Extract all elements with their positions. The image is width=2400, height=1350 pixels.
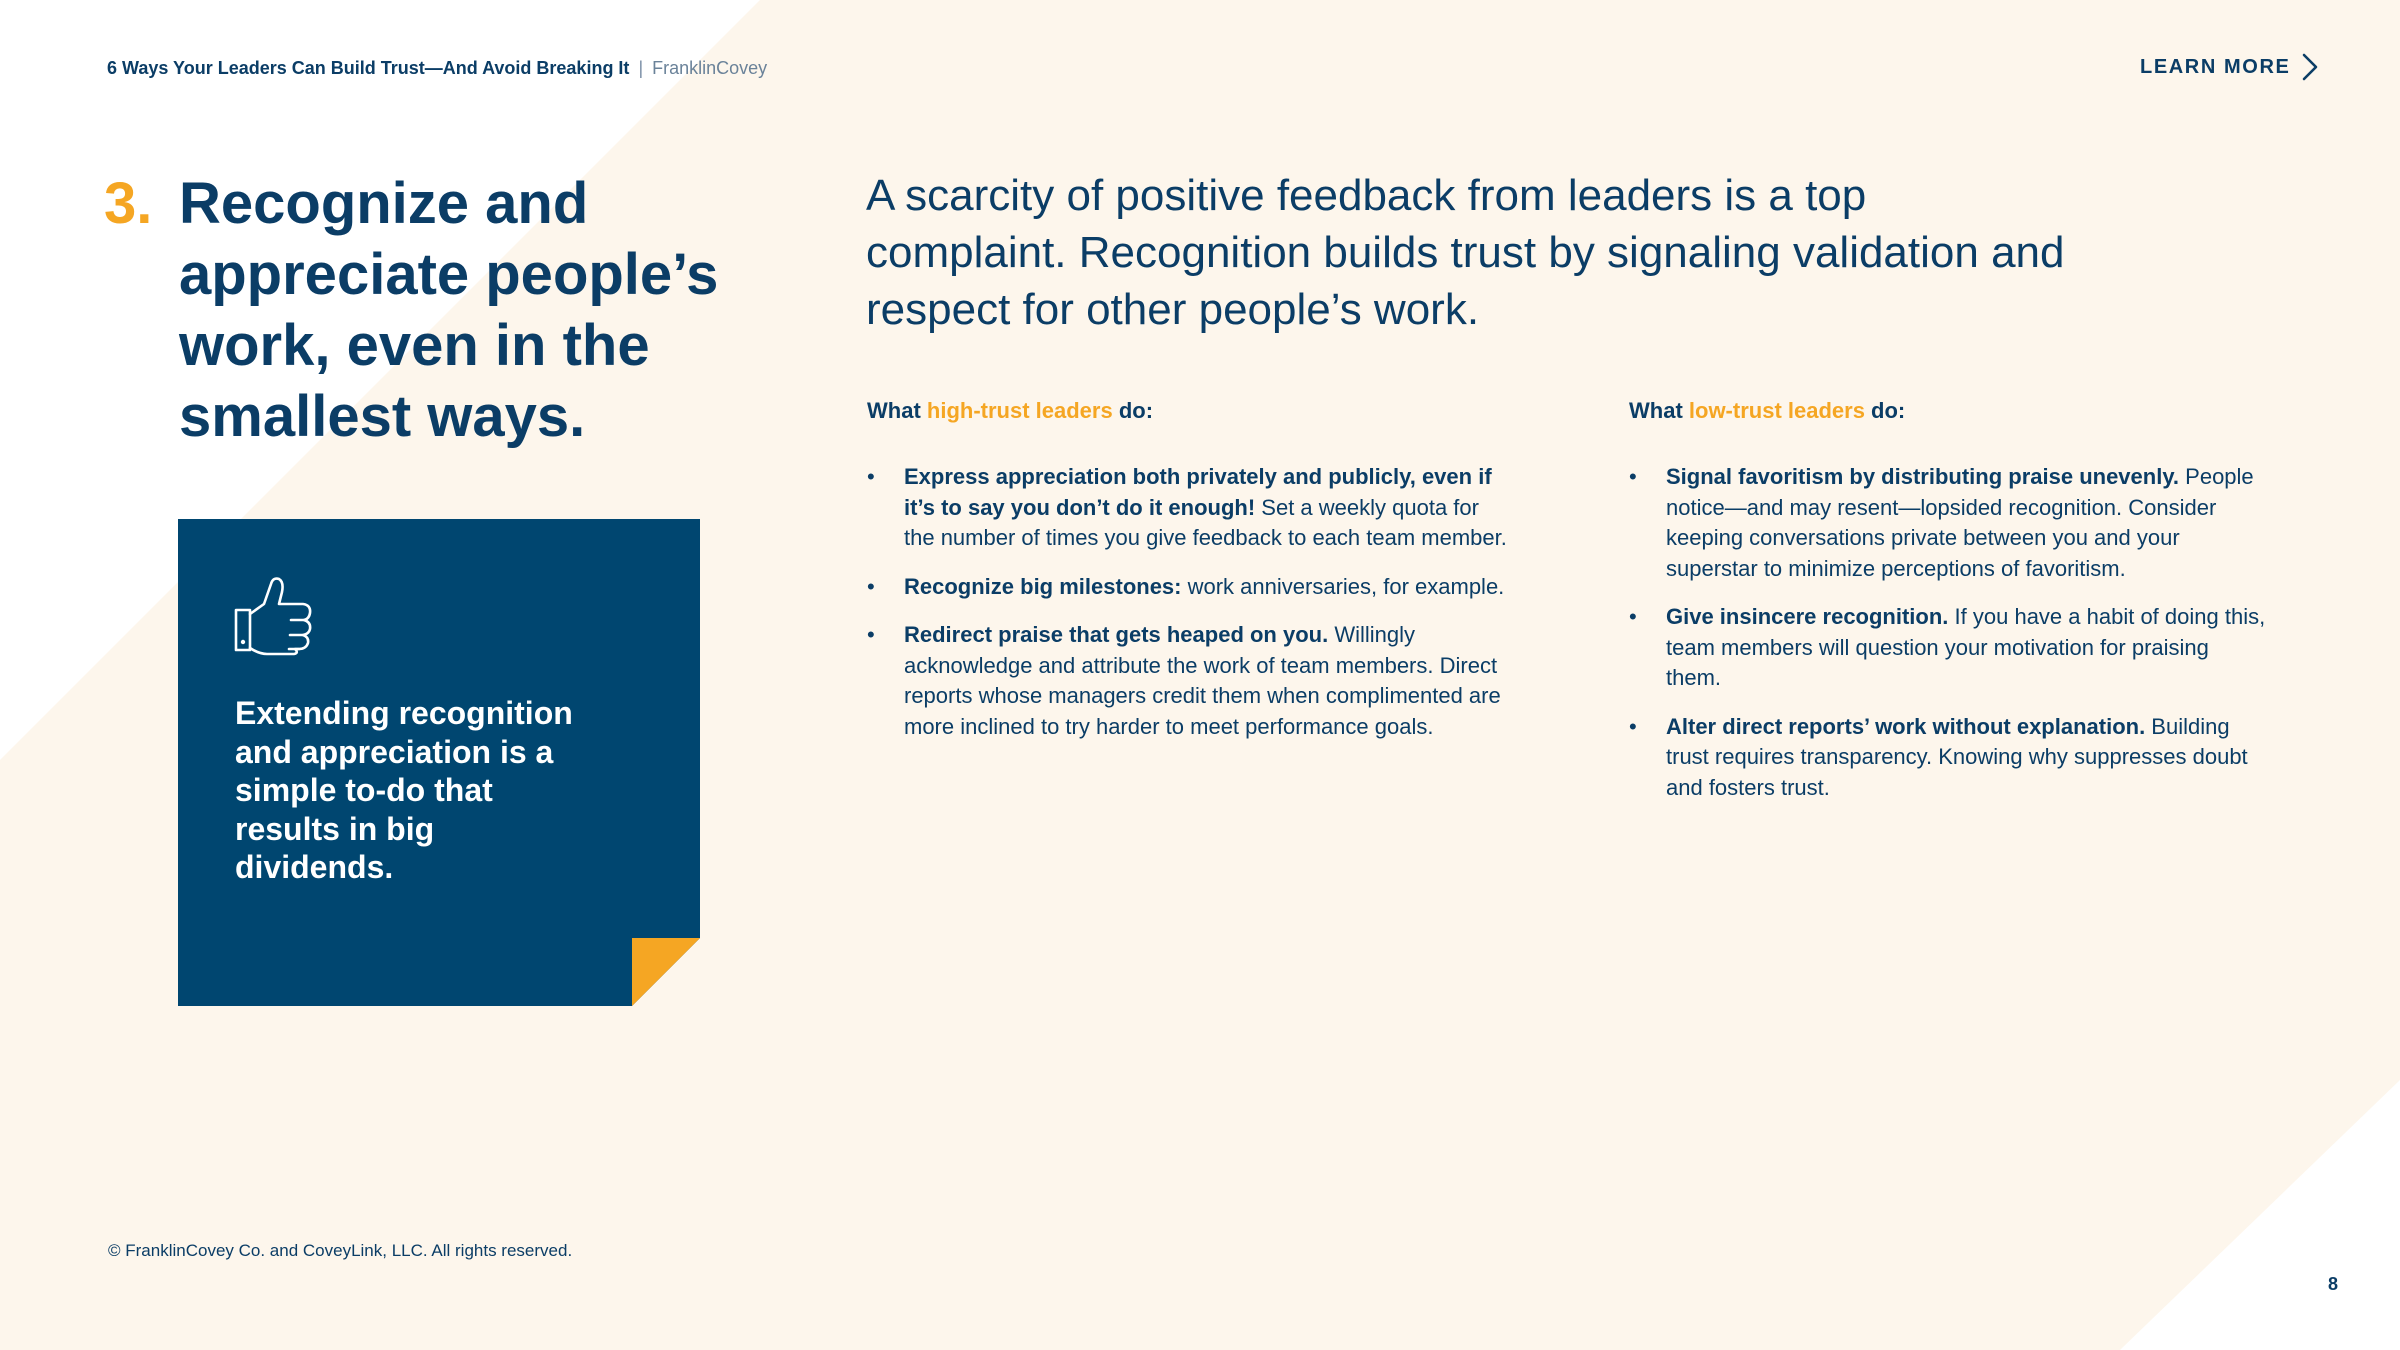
callout-card: [178, 519, 700, 1006]
list-item: [1629, 462, 2269, 584]
heading-prefix: What: [1629, 398, 1689, 423]
item-text: People notice—and may resent—lopsided recognition. Consider keeping conversations private between you and your superstar to minimize perceptions of favoritism.: [1666, 464, 2254, 581]
high-trust-heading: [867, 396, 1507, 426]
chevron-right-icon[interactable]: [2300, 52, 2320, 82]
document-title: 6 Ways Your Leaders Can Build Trust—And Avoid Breaking It: [107, 58, 630, 78]
list-item: [867, 462, 1507, 554]
copyright-text: © FranklinCovey Co. and CoveyLink, LLC. All rights reserved.: [108, 1241, 573, 1260]
bullet: •: [1629, 604, 1637, 629]
high-trust-column: [867, 396, 1507, 760]
item-lead: Signal favoritism by distributing praise unevenly.: [1666, 464, 2180, 489]
item-lead: Express appreciation both privately and publicly, even if it’s to say you don’t do it enough!: [904, 464, 1492, 520]
item-text: Willingly acknowledge and attribute the work of team members. Direct reports whose managers credit them when complimented are more inclined to try harder to meet performance goals.: [904, 622, 1501, 739]
bullet: •: [1629, 713, 1637, 739]
bullet: •: [867, 573, 875, 599]
item-lead: Alter direct reports’ work without explanation.: [1666, 713, 2146, 739]
header-separator: |: [638, 58, 644, 78]
low-trust-list: [1629, 462, 2269, 803]
thumbs-up-icon: [233, 574, 315, 656]
bullet: •: [867, 464, 875, 489]
item-text: Building trust requires transparency. Knowing why suppresses doubt and fosters trust.: [1666, 713, 2248, 800]
heading-highlight: high-trust leaders: [926, 398, 1113, 423]
heading-highlight: low-trust leaders: [1688, 398, 1865, 423]
callout-text: Extending recognition and appreciation is a simple to-do that results in big dividends.: [235, 695, 573, 885]
list-item: [867, 572, 1507, 603]
list-item: [867, 620, 1507, 742]
item-lead: Recognize big milestones:: [904, 573, 1182, 599]
item-text: work anniversaries, for example.: [1181, 573, 1505, 599]
heading-suffix: do:: [1864, 398, 1906, 423]
learn-more-label[interactable]: LEARN MORE: [2140, 55, 2291, 78]
item-lead: Give insincere recognition.: [1666, 604, 1949, 629]
list-item: [1629, 602, 2269, 694]
learn-more-link[interactable]: [2140, 52, 2320, 82]
intro-paragraph: A scarcity of positive feedback from leaders is a top complaint. Recognition builds trust by signaling validation and respect for other people’s work.: [866, 171, 2065, 334]
brand-name: FranklinCovey: [652, 58, 768, 78]
page-number: 8: [2328, 1274, 2339, 1294]
item-lead: Redirect praise that gets heaped on you.: [904, 622, 1329, 647]
document-header: [107, 56, 767, 80]
bullet: •: [867, 622, 875, 647]
heading-suffix: do:: [1112, 398, 1154, 423]
bullet: •: [1629, 464, 1637, 489]
low-trust-heading: [1629, 396, 2269, 426]
section-number: 3.: [104, 171, 153, 236]
item-text: If you have a habit of doing this, team members will question your motivation for praising them.: [1666, 604, 2266, 690]
heading-prefix: What: [867, 398, 927, 423]
section-heading: Recognize and appreciate people’s work, even in the smallest ways.: [179, 171, 719, 449]
high-trust-list: [867, 462, 1507, 742]
item-text: Set a weekly quota for the number of times you give feedback to each team member.: [904, 494, 1507, 550]
list-item: [1629, 712, 2269, 804]
low-trust-column: [1629, 396, 2269, 821]
